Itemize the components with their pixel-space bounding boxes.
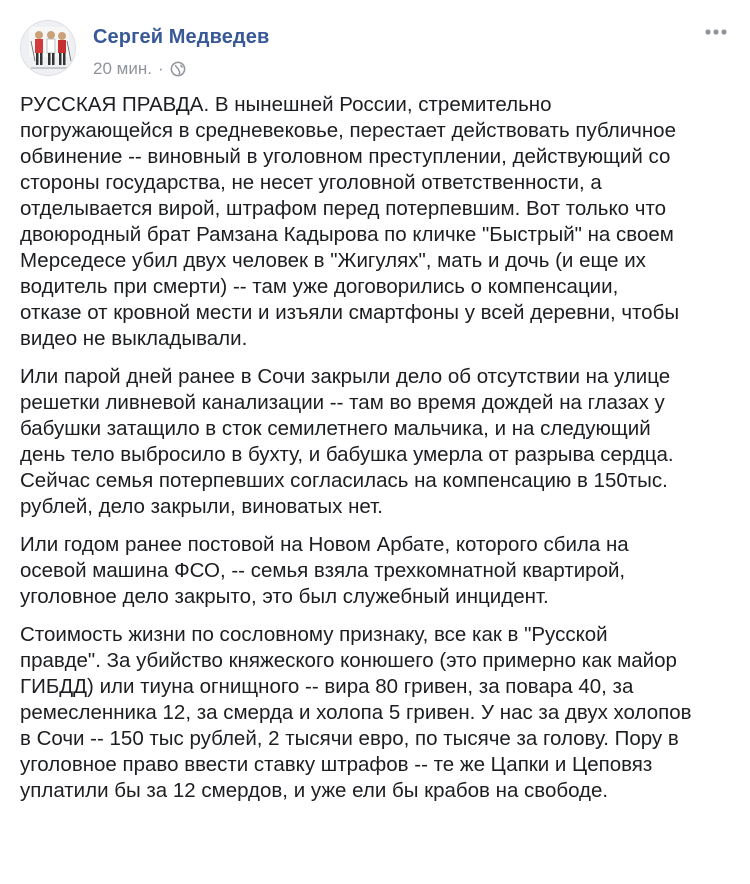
avatar[interactable]: [20, 20, 76, 76]
post-meta: [93, 59, 186, 79]
post-paragraph: Или годом ранее постовой на Новом Арбате, которого сбила на осевой машина ФСО, -- семья взяла трехкомнатной квартирой, уголовное дело закрыто, это был служебный инцидент.: [20, 533, 629, 608]
more-options-icon[interactable]: [702, 22, 730, 42]
post-paragraph: Или парой дней ранее в Сочи закрыли дело об отсутствии на улице решетки ливневой канализации -- там во время дождей на глазах у бабушки затащило в сток семилетнего мальчика, и на следующий день тело выбросило в бухту, и бабушка умерла от разрыва сердца. Сейчас семья потерпевших согласилась на компенсацию в 150тыс. рублей, дело закрыли, виноватых нет.: [20, 365, 674, 518]
author-name[interactable]: Сергей Медведев: [93, 26, 270, 48]
meta-separator: ·: [157, 59, 164, 78]
post-header: [20, 14, 730, 84]
post-body: [20, 92, 732, 816]
post-timestamp[interactable]: 20 мин.: [93, 59, 152, 78]
post-paragraph: РУССКАЯ ПРАВДА. В нынешней России, стремительно погружающейся в средневековье, перестает действовать публичное обвинение -- виновный в уголовном преступлении, действующий со стороны государства, не несет уголовной ответственности, а отделывается вирой, штрафом перед потерпевшим. Вот только что двоюродный брат Рамзана Кадырова по кличке "Быстрый" на своем Мерседесе убил двух человек в "Жигулях", мать и дочь (и еще их водитель при смерти) -- там уже договорились о компенсации, отказе от кровной мести и изъяли смартфоны у всей деревни, чтобы видео не выкладывали.: [20, 93, 680, 350]
avatar-photo: [21, 21, 76, 76]
post-paragraph: Стоимость жизни по сословному признаку, все как в "Русской правде". За убийство княжеского конюшего (это примерно как майор ГИБДД) или тиуна огнищного -- вира 80 гривен, за повара 40, за ремесленника 12, за смерда и холопа 5 гривен. У нас за двух холопов в Сочи -- 150 тыс рублей, 2 тысячи евро, по тысяче за голову. Пору в уголовное право ввести ставку штрафов -- те же Цапки и Цеповяз уплатили бы за 12 смердов, и уже ели бы крабов на свободе.: [20, 623, 692, 802]
globe-icon[interactable]: [170, 61, 186, 77]
